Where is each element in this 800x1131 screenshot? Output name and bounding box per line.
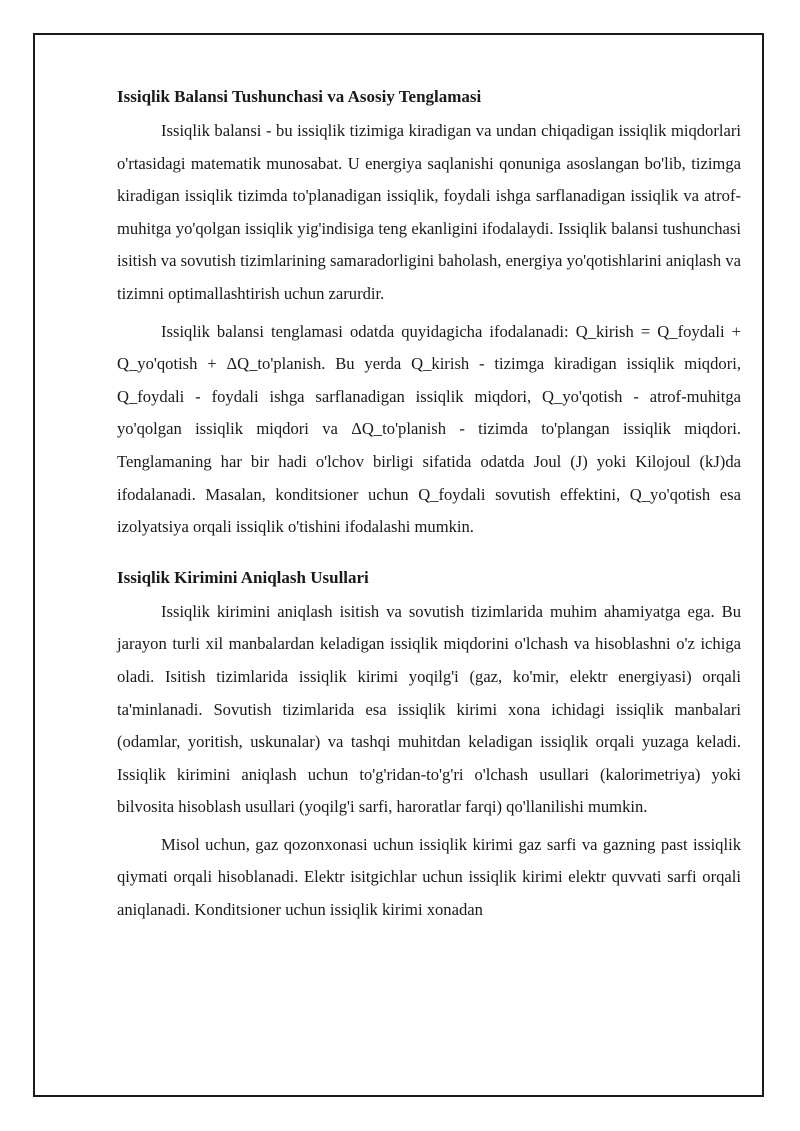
section-heading-issiqlik-balansi: Issiqlik Balansi Tushunchasi va Asosiy Tenglamasi [117,87,482,106]
document-body [117,86,741,932]
paragraph-balans-definition: Issiqlik balansi - bu issiqlik tizimiga kiradigan va undan chiqadigan issiqlik miqdorlari o'rtasidagi matematik munosabat. U energiya saqlanishi qonuniga asoslangan bo'lib, tizimga kiradigan issiqlik tizimda to'planadigan issiqlik, foydali ishga sarflanadigan issiqlik va atrof-muhitga yo'qolgan issiqlik yig'indisiga teng ekanligini ifodalaydi. Issiqlik balansi tushunchasi isitish va sovutish tizimlarining samaradorligini baholash, energiya yo'qotishlarini aniqlash va tizimni optimallashtirish uchun zarurdir. [117,121,741,303]
paragraph-balans-equation: Issiqlik balansi tenglamasi odatda quyidagicha ifodalanadi: Q_kirish = Q_foydali + Q_yo'qotish + ΔQ_to'planish. Bu yerda Q_kirish - tizimga kiradigan issiqlik miqdori, Q_foydali - foydali ishga sarflanadigan issiqlik miqdori, Q_yo'qotish - atrof-muhitga yo'qolgan issiqlik miqdori va ΔQ_to'planish - tizimda to'plangan issiqlik miqdori. Tenglamaning har bir hadi o'lchov birligi sifatida odatda Joul (J) yoki Kilojoul (kJ)da ifodalanadi. Masalan, konditsioner uchun Q_foydali sovutish effektini, Q_yo'qotish esa izolyatsiya orqali issiqlik o'tishini ifodalashi mumkin. [117,321,741,537]
paragraph-kirim-methods: Issiqlik kirimini aniqlash isitish va sovutish tizimlarida muhim ahamiyatga ega. Bu jarayon turli xil manbalardan keladigan issiqlik miqdorini o'lchash va hisoblashni o'z ichiga oladi. Isitish tizimlarida issiqlik kirimi yoqilg'i (gaz, ko'mir, elektr energiyasi) orqali ta'minlanadi. Sovutish tizimlarida esa issiqlik kirimi xona ichidagi issiqlik manbalari (odamlar, yoritish, uskunalar) va tashqi muhitdan keladigan issiqlik orqali yuzaga keladi. Issiqlik kirimini aniqlash uchun to'g'ridan-to'g'ri o'lchash usullari (kalorimetriya) yoki bilvosita hisoblash usullari (yoqilg'i sarfi, haroratlar farqi) qo'llanilishi mumkin. [117,601,741,817]
paragraph-kirim-examples: Misol uchun, gaz qozonxonasi uchun issiqlik kirimi gaz sarfi va gazning past issiqlik qiymati orqali hisoblanadi. Elektr isitgichlar uchun issiqlik kirimi elektr quvvati sarfi orqali aniqlanadi. Konditsioner uchun issiqlik kirimi xonadan [117,834,741,920]
section-heading-issiqlik-kirimi: Issiqlik Kirimini Aniqlash Usullari [117,567,369,587]
